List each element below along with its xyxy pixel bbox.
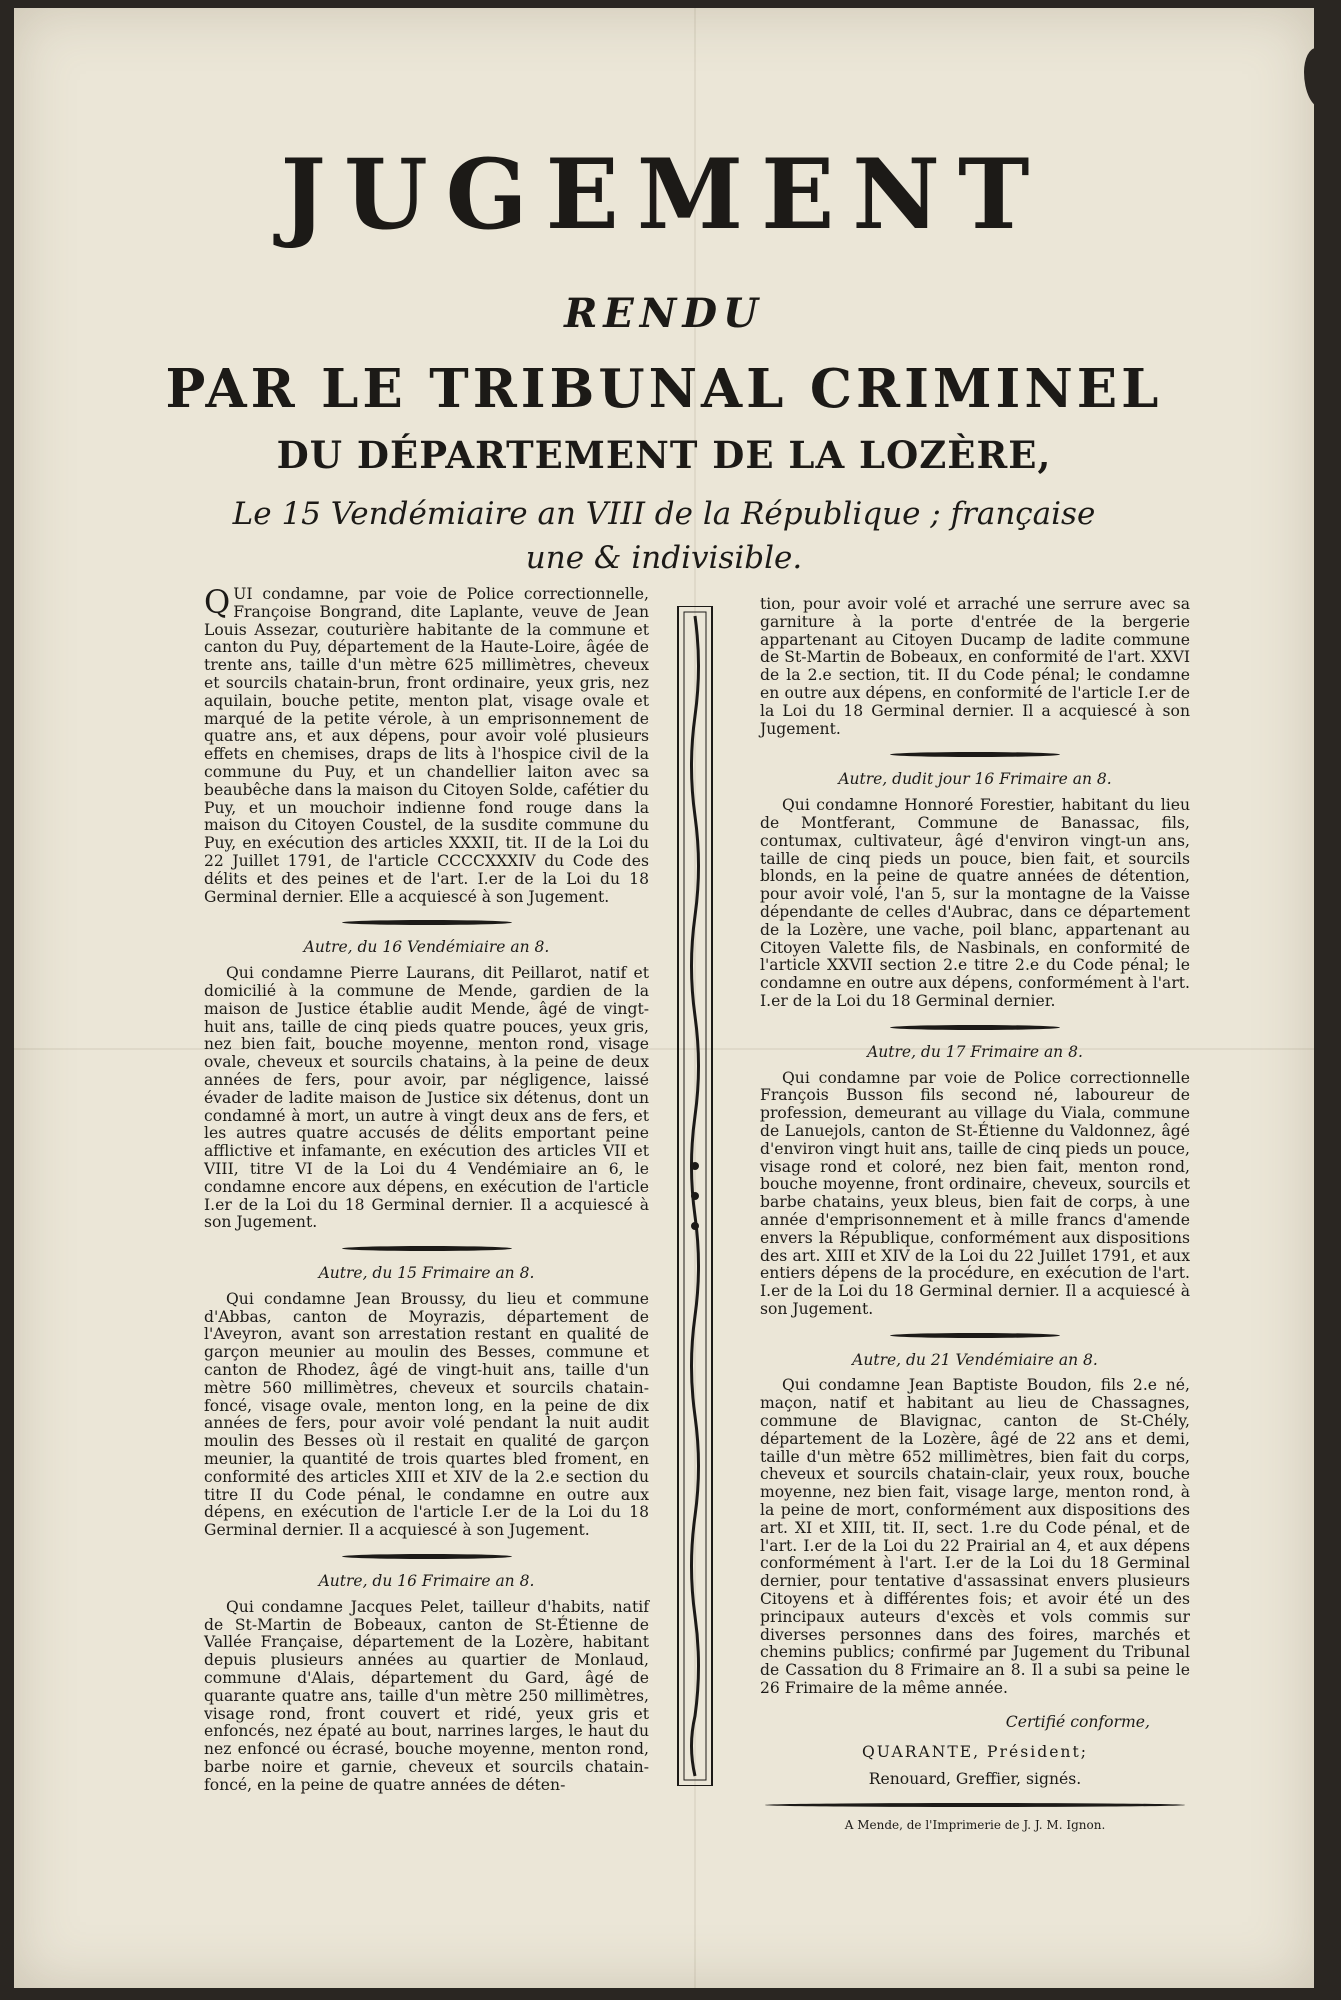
heading-autre-16-vendemiaire: Autre, du 16 Vendémiaire an 8.: [303, 938, 550, 957]
ornamental-column-divider: [672, 606, 718, 1786]
section-rule: [890, 1333, 1060, 1338]
title-departement: DU DÉPARTEMENT DE LA LOZÈRE,: [276, 433, 1052, 477]
printer-imprint: A Mende, de l'Imprimerie de J. J. M. Ignon.: [844, 1818, 1106, 1833]
closing-rule: [765, 1803, 1185, 1807]
judgment-bongrand-text: UI condamne, par voie de Police correctionnelle, Françoise Bongrand, dite Laplante, veuve de Jean Louis Assezar, couturière habitante de la commune et canton du Puy, département de la Haute-Loire, âgée de trente ans, taille d'un mètre 625 millimètres, cheveux et sourcils chatain-brun, front ordinaire, yeux gris, nez aquilain, bouche petite, menton plat, visage ovale et marqué de la petite vérole, à un emprisonnement de quatre ans, et aux dépens, pour avoir volé plusieurs effets en chemises, draps de lits à l'hospice civil de la commune du Puy, et un chandellier laiton avec sa beaubêche dans la maison du Citoyen Solde, cafétier du Puy, et un mouchoir indienne fond rouge dans la maison du Citoyen Coustel, de la susdite commune du Puy, en exécution des articles XXXII, tit. II de la Loi du 22 Juillet 1791, de l'article CCCCXXXIV du Code des délits et des peines et de l'art. I.er de la Loi du 18 Germinal dernier. Elle a acquiescé à son Jugement.: [204, 585, 649, 906]
title-date: Le 15 Vendémiaire an VIII de la République ; française une & indivisible.: [232, 496, 1096, 576]
judgment-boudon: Qui condamne Jean Baptiste Boudon, fils 2.e né, maçon, natif et habitant au lieu de Chassagnes, commune de Blavignac, canton de St-Chély, département de la Lozère, âgé de 22 ans et demi, taille d'un mètre 652 millimètres, bien fait du corps, cheveux et sourcils chatain-clair, yeux roux, bouche moyenne, nez bien fait, visage large, menton rond, à la peine de mort, conformément aux dispositions des art. XI et XIII, tit. II, sect. 1.re du Code pénal, et de l'art. I.er de la Loi du 22 Prairial an 4, et aux dépens conformément à l'art. I.er de la Loi du 18 Germinal dernier, pour tentative d'assassinat envers plusieurs Citoyens et à différentes fois; et avoir été un des principaux auteurs d'excès et vols commis sur diverses personnes dans des foires, marchés et chemins publics; confirmé par Jugement du Tribunal de Cassation du 8 Frimaire an 8. Il a subi sa peine le 26 Frimaire de la même année.: [760, 1376, 1190, 1698]
certifie-conforme: Certifié conforme,: [1005, 1712, 1150, 1731]
section-rule: [342, 1554, 512, 1559]
judgment-forestier: Qui condamne Honnoré Forestier, habitant du lieu de Montferant, Commune de Banassac, fils, contumax, cultivateur, âgé d'environ vingt-un ans, taille de cinq pieds un pouce, bien fait, et sourcils blonds, en la peine de quatre années de détention, pour avoir volé, l'an 5, sur la montagne de la Vaisse dépendante de celles d'Aubrac, dans ce département de la Lozère, une vache, poil blanc, appartenant au Citoyen Valette fils, de Nasbinals, en conformité de l'article XXVII section 2.e titre 2.e du Code pénal; le condamne en outre aux dépens, conformément à l'art. I.er de la Loi du 18 Germinal dernier.: [760, 796, 1190, 1010]
judgment-broussy: Qui condamne Jean Broussy, du lieu et commune d'Abbas, canton de Moyrazis, département de l'Aveyron, avant son arrestation restant en qualité de garçon meunier au moulin des Besses, commune et canton de Rhodez, âgé de vingt-huit ans, taille d'un mètre 560 millimètres, cheveux et sourcils chatain-foncé, visage ovale, menton long, en la peine de dix années de fers, pour avoir volé pendant la nuit audit moulin des Besses où il restait en qualité de garçon meunier, la quantité de trois quartes bled froment, en conformité des articles XIII et XIV de la 2.e section du titre II du Code pénal, le condamne en outre aux dépens, en exécution de l'article I.er de la Loi du 18 Germinal dernier. Il a acquiescé à son Jugement.: [204, 1289, 649, 1540]
judgment-pelet: Qui condamne Jacques Pelet, tailleur d'habits, natif de St-Martin de Bobeaux, canton de St-Étienne de Vallée Française, département de la Lozère, habitant depuis plusieurs années au quartier de Monlaud, commune d'Alais, département du Gard, âgé de quarante quatre ans, taille d'un mètre 250 millimètres, visage rond, front couvert et ridé, yeux gris et enfoncés, nez épaté au bout, narrines larges, le haut du nez enfoncé ou écrasé, bouche moyenne, menton rond, barbe noire et garnie, cheveux et sourcils chatain-foncé, en la peine de quatre années de déten-: [204, 1597, 649, 1794]
heading-autre-17-frimaire: Autre, du 17 Frimaire an 8.: [867, 1042, 1083, 1061]
judgment-busson: Qui condamne par voie de Police correctionnelle François Busson fils second né, laboureur de profession, demeurant au village du Viala, commune de Lanuejols, canton de St-Étienne du Valdonnez, âgé d'environ vingt huit ans, taille de cinq pieds un pouce, visage rond et coloré, nez bien fait, menton rond, bouche moyenne, front ordinaire, cheveux, sourcils et barbe chatains, yeux bleus, bien fait de corps, à une année d'emprisonnement et à mille francs d'amende envers la République, conformément aux dispositions des art. XIII et XIV de la Loi du 22 Juillet 1791, et aux entiers dépens de la procédure, en exécution de l'art. I.er de la Loi du 18 Germinal dernier. Il a acquiescé à son Jugement.: [760, 1068, 1190, 1318]
torn-corner: [1304, 48, 1334, 108]
signature-greffier: Renouard, Greffier, signés.: [868, 1770, 1082, 1789]
section-rule: [342, 1246, 512, 1251]
left-column: [204, 583, 649, 1795]
section-rule: [890, 752, 1060, 757]
title-tribunal: PAR LE TRIBUNAL CRIMINEL: [165, 358, 1163, 420]
right-column: [760, 596, 1190, 1835]
signature-president: QUARANTE, Président;: [862, 1742, 1088, 1761]
title-rendu: RENDU: [564, 290, 764, 337]
judgment-laurans: Qui condamne Pierre Laurans, dit Peillarot, natif et domicilié à la commune de Mende, gardien de la maison de Justice établie audit Mende, âgé de vingt-huit ans, taille de cinq pieds quatre pouces, yeux gris, nez bien fait, bouche moyenne, menton rond, visage ovale, cheveux et sourcils chatains, à la peine de deux années de fers, pour avoir, par négligence, laissé évader de ladite maison de Justice six détenus, dont un condamné à mort, un autre à vingt deux ans de fers, et les autres quatre accusés de délits emportant peine afflictive et infamante, en exécution des articles VII et VIII, titre VI de la Loi du 4 Vendémiaire an 6, le condamne encore aux dépens, en exécution de l'article I.er de la Loi du 18 Germinal dernier. Il a acquiescé à son Jugement.: [204, 964, 649, 1232]
drop-cap: Q: [204, 583, 231, 621]
heading-autre-15-frimaire: Autre, du 15 Frimaire an 8.: [318, 1264, 535, 1283]
heading-autre-dudit-jour: Autre, dudit jour 16 Frimaire an 8.: [838, 770, 1112, 789]
heading-autre-16-frimaire: Autre, du 16 Frimaire an 8.: [318, 1572, 535, 1591]
section-rule: [890, 1025, 1060, 1030]
title-jugement: JUGEMENT: [280, 138, 1048, 251]
judgment-pelet-continued: tion, pour avoir volé et arraché une serrure avec sa garniture à la porte d'entrée de la bergerie appartenant au Citoyen Ducamp de ladite commune de St-Martin de Bobeaux, en conformité de l'art. XXVI de la 2.e section, tit. II du Code pénal; le condamne en outre aux dépens, en conformité de l'article I.er de la Loi du 18 Germinal dernier. Il a acquiescé à son Jugement.: [760, 595, 1190, 738]
judgment-bongrand: [204, 583, 649, 906]
heading-autre-21-vendemiaire: Autre, du 21 Vendémiaire an 8.: [852, 1350, 1098, 1369]
section-rule: [342, 920, 512, 925]
poster-sheet: [14, 8, 1314, 1988]
